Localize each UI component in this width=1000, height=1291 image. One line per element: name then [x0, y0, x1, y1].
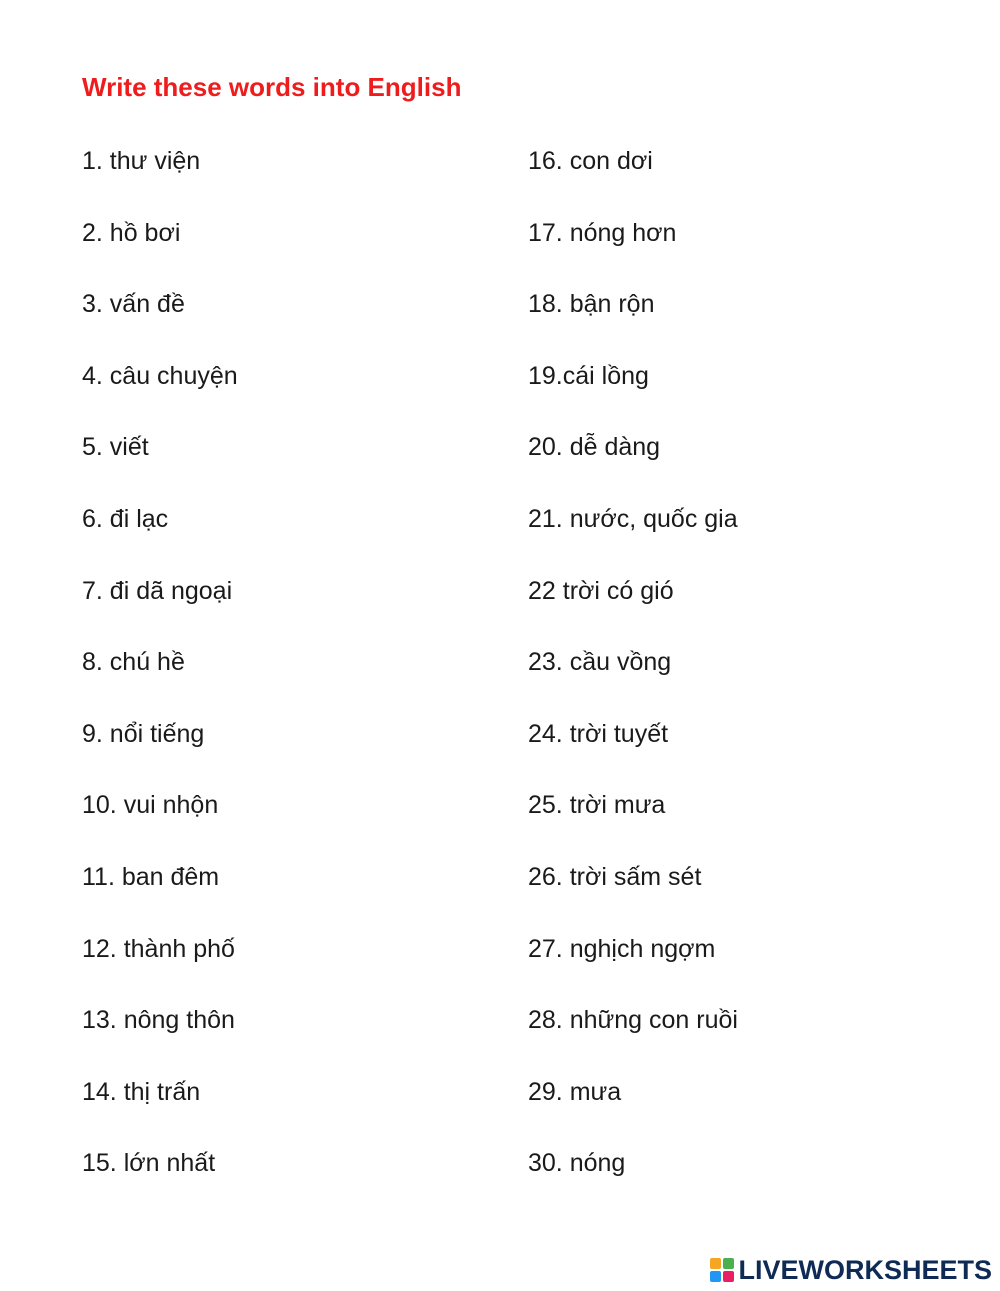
list-item: 9. nổi tiếng: [82, 719, 205, 748]
list-item: 28. những con ruồi: [528, 1006, 738, 1035]
list-item: 19.cái lồng: [528, 361, 649, 390]
list-item: 30. nóng: [528, 1149, 626, 1178]
list-item: 17. nóng hơn: [528, 218, 677, 247]
worksheet-title: Write these words into English: [82, 72, 462, 102]
list-item: 25. trời mưa: [528, 791, 666, 820]
list-item: 22 trời có gió: [528, 576, 674, 605]
liveworksheets-logo-icon: [710, 1258, 734, 1282]
list-item: 7. đi dã ngoại: [82, 576, 233, 605]
list-item: 29. mưa: [528, 1077, 622, 1106]
word-list-right: [528, 143, 738, 1217]
liveworksheets-logo: [710, 1255, 992, 1285]
list-item: 11. ban đêm: [82, 862, 220, 891]
word-list-left: [82, 143, 238, 1217]
list-item: 5. viết: [82, 433, 149, 462]
list-item: 1. thư viện: [82, 147, 201, 175]
list-item: 10. vui nhộn: [82, 791, 219, 820]
list-item: 13. nông thôn: [82, 1006, 235, 1035]
list-item: 3. vấn đề: [82, 290, 185, 319]
list-item: 20. dễ dàng: [528, 433, 661, 462]
list-item: 24. trời tuyết: [528, 719, 669, 748]
list-item: 12. thành phố: [82, 934, 235, 963]
list-item: 6. đi lạc: [82, 504, 169, 533]
list-item: 14. thị trấn: [82, 1077, 201, 1106]
list-item: 15. lớn nhất: [82, 1149, 216, 1178]
list-item: 16. con dơi: [528, 147, 653, 175]
list-item: 18. bận rộn: [528, 290, 655, 319]
list-item: 21. nước, quốc gia: [528, 504, 738, 533]
logo-text: LIVEWORKSHEETS: [738, 1255, 992, 1285]
list-item: 4. câu chuyện: [82, 361, 238, 390]
list-item: 8. chú hề: [82, 648, 185, 677]
list-item: 23. cầu vồng: [528, 648, 672, 677]
list-item: 26. trời sấm sét: [528, 862, 702, 891]
list-item: 27. nghịch ngợm: [528, 934, 716, 963]
list-item: 2. hồ bơi: [82, 218, 181, 247]
